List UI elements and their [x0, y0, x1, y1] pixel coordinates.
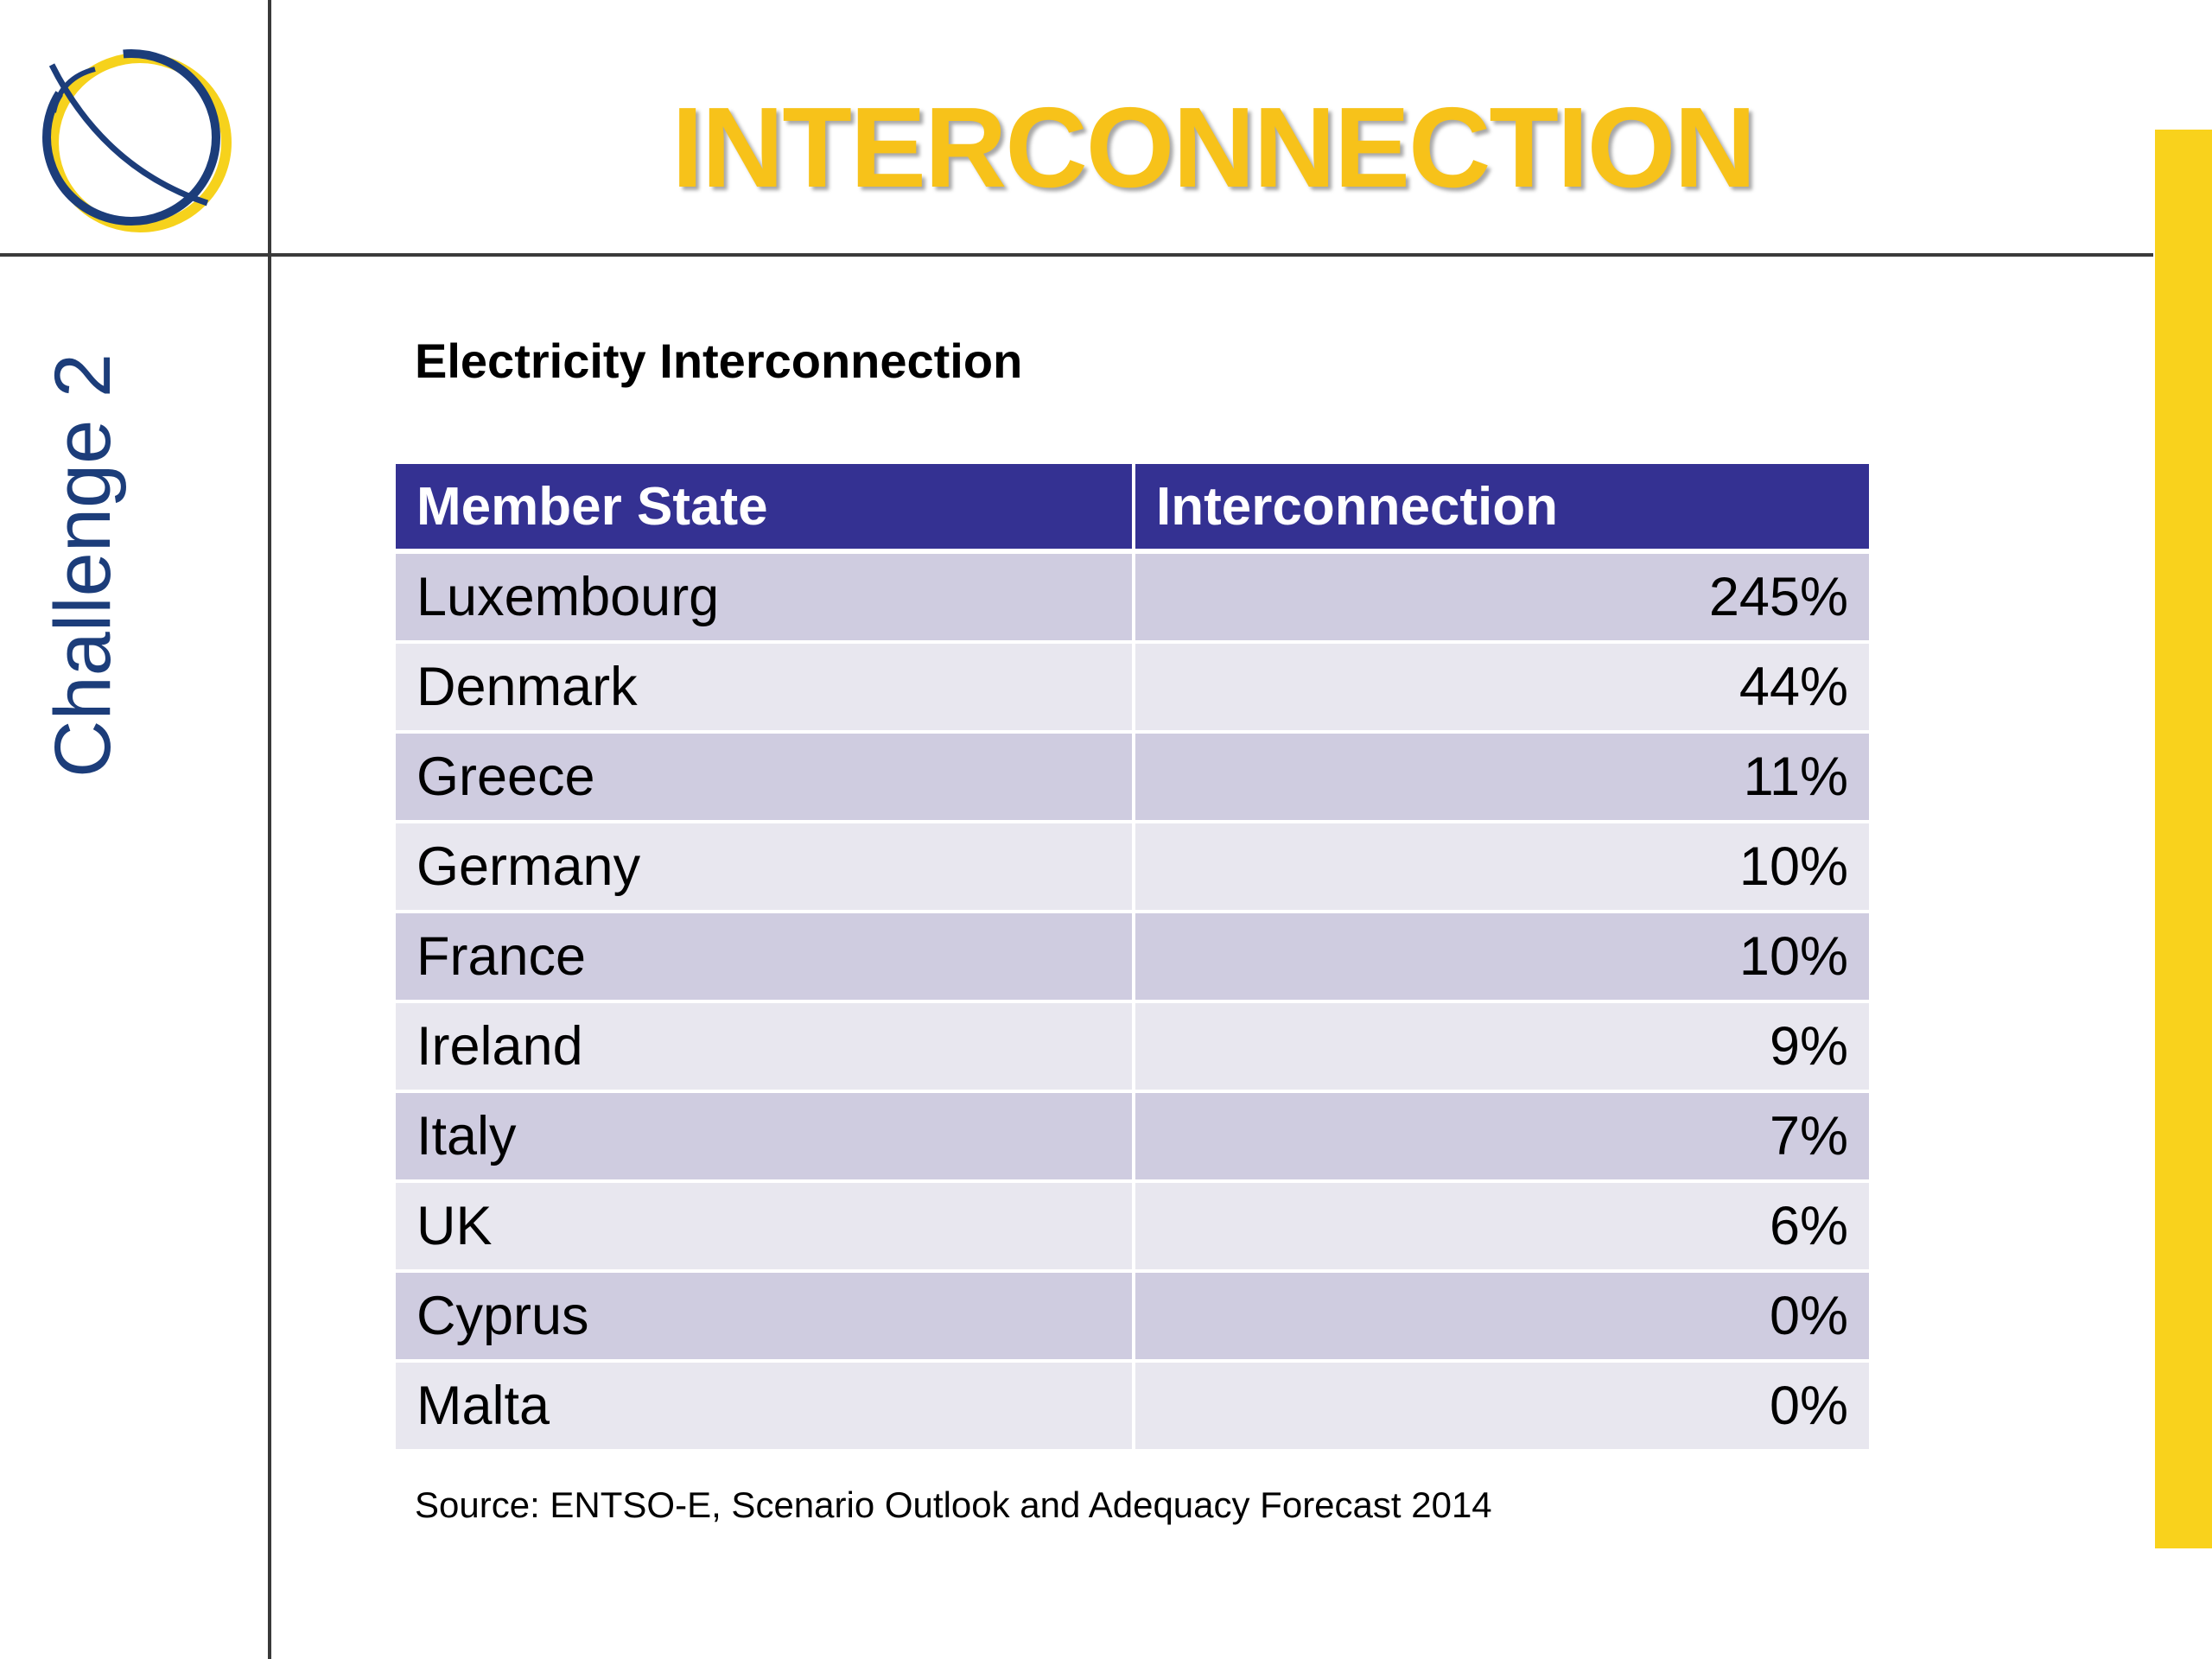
member-state-cell: Luxembourg	[396, 554, 1132, 640]
interconnection-cell: 44%	[1135, 644, 1869, 730]
table-row	[396, 1363, 1869, 1449]
interconnection-cell: 7%	[1135, 1093, 1869, 1179]
member-state-cell: Cyprus	[396, 1273, 1132, 1359]
member-state-cell: Malta	[396, 1363, 1132, 1449]
column-header-interconnection: Interconnection	[1135, 464, 1869, 549]
section-label: Challenge 2	[39, 353, 127, 778]
interconnection-cell: 0%	[1135, 1273, 1869, 1359]
column-header-member-state: Member State	[396, 464, 1132, 549]
interconnection-cell: 10%	[1135, 913, 1869, 1000]
member-state-cell: Germany	[396, 823, 1132, 910]
table-row	[396, 1273, 1869, 1359]
interconnection-cell: 9%	[1135, 1003, 1869, 1090]
table-row	[396, 1093, 1869, 1179]
interconnection-cell: 10%	[1135, 823, 1869, 910]
table-header-row	[396, 464, 1869, 549]
table-row	[396, 554, 1869, 640]
member-state-cell: Greece	[396, 734, 1132, 820]
table-heading: Electricity Interconnection	[415, 334, 1023, 388]
table-row	[396, 823, 1869, 910]
interconnection-cell: 6%	[1135, 1183, 1869, 1269]
source-note: Source: ENTSO-E, Scenario Outlook and Adequacy Forecast 2014	[415, 1484, 1492, 1525]
member-state-cell: France	[396, 913, 1132, 1000]
interconnection-cell: 0%	[1135, 1363, 1869, 1449]
orbit-ring-logo-icon	[35, 39, 242, 242]
vertical-divider	[268, 0, 271, 1659]
table-row	[396, 1183, 1869, 1269]
member-state-cell: Italy	[396, 1093, 1132, 1179]
accent-bar	[2155, 130, 2212, 1548]
member-state-cell: Ireland	[396, 1003, 1132, 1090]
horizontal-divider	[0, 253, 2153, 257]
table-row	[396, 734, 1869, 820]
member-state-cell: Denmark	[396, 644, 1132, 730]
table-row	[396, 913, 1869, 1000]
slide-title: INTERCONNECTION	[671, 84, 1755, 211]
interconnection-cell: 11%	[1135, 734, 1869, 820]
table-row	[396, 644, 1869, 730]
member-state-cell: UK	[396, 1183, 1132, 1269]
interconnection-cell: 245%	[1135, 554, 1869, 640]
table-row	[396, 1003, 1869, 1090]
logo	[35, 39, 242, 242]
interconnection-table	[396, 464, 1869, 1452]
